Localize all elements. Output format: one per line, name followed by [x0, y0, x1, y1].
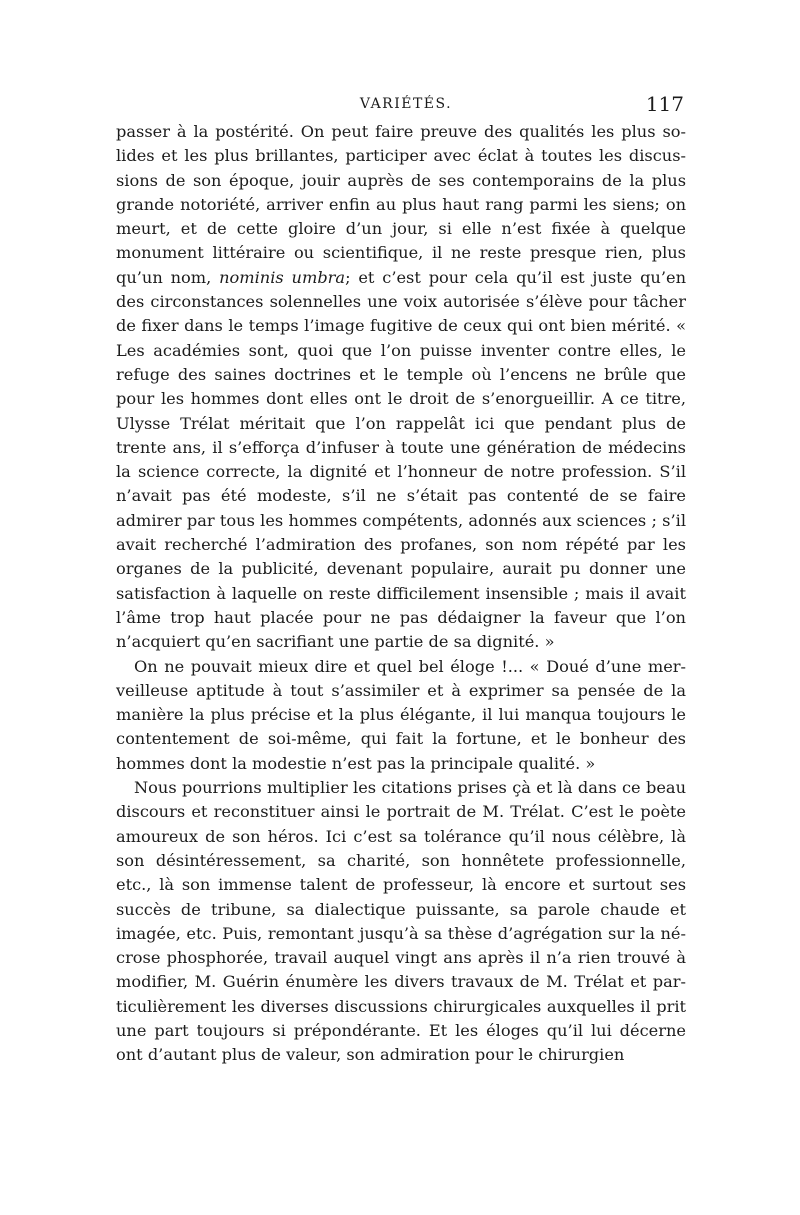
page-number: 117: [645, 92, 684, 116]
document-page: [116, 92, 686, 1068]
body-text: [116, 120, 686, 1068]
running-head: [116, 92, 686, 120]
paragraph: [116, 120, 686, 655]
paragraph: [116, 776, 686, 1068]
text-run: passer à la postérité. On peut faire preuve des qualités les plus solides et les plus brillantes, participer avec éclat à toutes les discussions de son époque, jouir auprès de ses contemporains de la plus grande notoriété, arriver enfin au plus haut rang parmi les siens; on meurt, et de cette gloire d’un jour, si elle n’est fixée à quelque monument littéraire ou scientifique, il ne reste presque rien, plus qu’un nom,: [116, 122, 686, 287]
text-run: ; et c’est pour cela qu’il est juste qu’en des circonstances solennelles une voix autorisée s’élève pour tâcher de fixer dans le temps l’image fugitive de ceux qui ont bien mérité. « Les académies sont, quoi que l’on puisse inventer contre elles, le refuge des saines doctrines et le temple où l’encens ne brûle que pour les hommes dont elles ont le droit de s’enorgueillir. A ce titre, Ulysse Trélat méritait que l’on rappelât ici que pendant plus de trente ans, il s’efforça d’infuser à toute une génération de médecins la science correcte, la dignité et l’honneur de notre profession. S’il n’avait pas été modeste, s’il ne s’était pas contenté de se faire admirer par tous les hommes compétents, adonnés aux sciences ; s’il avait recherché l’admiration des profanes, son nom répété par les organes de la publicité, devenant populaire, aurait pu donner une satisfaction à laquelle on reste difficilement insensible ; mais il avait l’âme trop haut placée pour ne pas dédaigner la faveur que l’on n’acquiert qu’en sacrifiant une partie de sa dignité. »: [116, 267, 687, 652]
text-run: Nous pourrions multiplier les citations prises çà et là dans ce beau discours et reconstituer ainsi le portrait de M. Trélat. C’est le poète amoureux de son héros. Ici c’est sa tolérance qu’il nous célèbre, là son désintéressement, sa charité, son honnêtete professionnelle, etc., là son immense talent de professeur, là encore et surtout ses succès de tribune, sa dialectique puissante, sa parole chaude et imagée, etc. Puis, remontant jusqu’à sa thèse d’agrégation sur la nécrose phosphorée, travail auquel vingt ans après il n’a rien trouvé à modifier, M. Guérin énumère les divers travaux de M. Trélat et particulièrement les diverses discussions chirurgicales auxquelles il prit une part toujours si prépondérante. Et les éloges qu’il lui décerne ont d’autant plus de valeur, son admiration pour le chirurgien: [116, 778, 686, 1065]
paragraph: [116, 655, 686, 776]
running-title: VARIÉTÉS.: [359, 96, 453, 112]
text-run: On ne pouvait mieux dire et quel bel éloge !... « Doué d’une merveilleuse aptitude à tout s’assimiler et à exprimer sa pensée de la manière la plus précise et la plus élégante, il lui manqua toujours le contentement de soi-même, qui fait la fortune, et le bonheur des hommes dont la modestie n’est pas la principale qualité. »: [116, 656, 686, 773]
italic-phrase: nominis umbra: [219, 267, 346, 287]
